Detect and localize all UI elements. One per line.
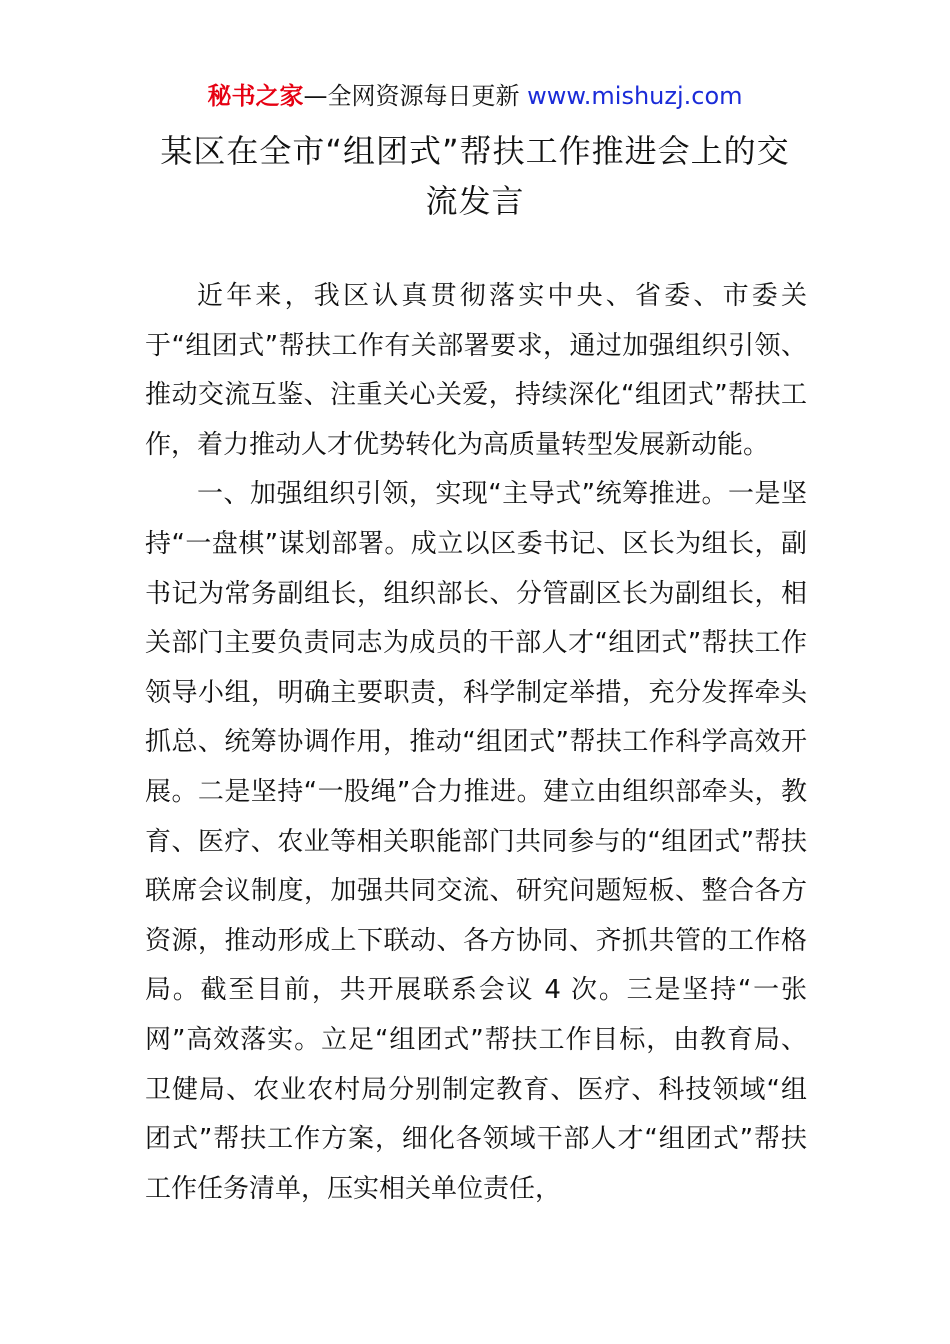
document-body	[145, 272, 807, 1214]
paragraph-section-1: 一、加强组织引领，实现“主导式”统筹推进。一是坚持“一盘棋”谋划部署。成立以区委书记、区长为组长，副书记为常务副组长，组织部长、分管副区长为副组长，相关部门主要负责同志为成员的干部人才“组团式”帮扶工作领导小组，明确主要职责，科学制定举措，充分发挥牵头抓总、统筹协调作用，推动“组团式”帮扶工作科学高效开展。二是坚持“一股绳”合力推进。建立由组织部牵头，教育、医疗、农业等相关职能部门共同参与的“组团式”帮扶联席会议制度，加强共同交流、研究问题短板、整合各方资源，推动形成上下联动、各方协同、齐抓共管的工作格局。截至目前，共开展联系会议 4 次。三是坚持“一张网”高效落实。立足“组团式”帮扶工作目标，由教育局、卫健局、农业农村局分别制定教育、医疗、科技领域“组团式”帮扶工作方案，细化各领域干部人才“组团式”帮扶工作任务清单，压实相关单位责任，	[145, 479, 807, 1204]
banner-brand: 秘书之家	[207, 82, 304, 110]
banner-url-link[interactable]: www.mishuzj.com	[527, 82, 743, 110]
document-title: 某区在全市“组团式”帮扶工作推进会上的交流发言	[160, 132, 790, 220]
banner-tagline: —全网资源每日更新	[303, 82, 520, 110]
site-banner	[0, 80, 950, 112]
paragraph-intro: 近年来，我区认真贯彻落实中央、省委、市委关于“组团式”帮扶工作有关部署要求，通过加强组织引领、推动交流互鉴、注重关心关爱，持续深化“组团式”帮扶工作，着力推动人才优势转化为高质量转型发展新动能。	[145, 281, 807, 460]
